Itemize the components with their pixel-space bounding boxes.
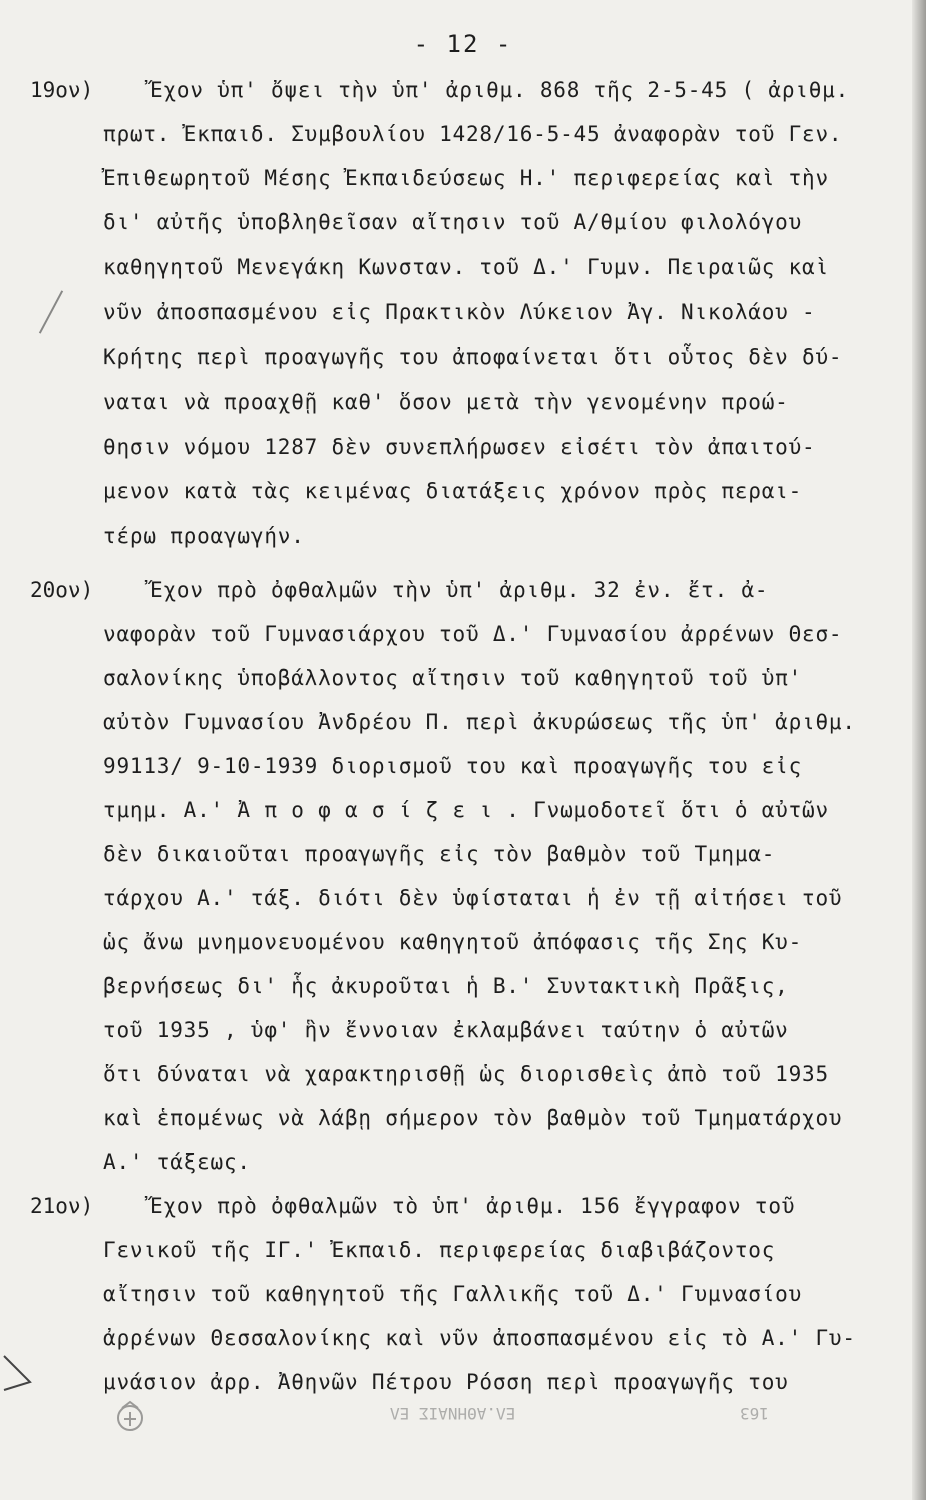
- text-line: αἴτησιν τοῦ καθηγητοῦ τῆς Γαλλικῆς τοῦ Δ.' Γυμνασίου: [103, 1282, 803, 1306]
- text-line: μενον κατὰ τὰς κειμένας διατάξεις χρόνον πρὸς περαι-: [103, 479, 803, 503]
- text-line: βερνήσεως δι' ἧς ἀκυροῦται ἡ Β.' Συντακτικὴ Πρᾶξις,: [103, 974, 789, 998]
- item-label-19: 19ον): [30, 78, 94, 102]
- text-line: καθηγητοῦ Μενεγάκη Κωνσταν. τοῦ Δ.' Γυμν. Πειραιῶς καὶ: [103, 255, 829, 279]
- bleed-through-number: 163: [740, 1404, 769, 1423]
- text-line: μνάσιον ἀρρ. Ἀθηνῶν Πέτρου Ρόσση περὶ προαγωγῆς του: [103, 1370, 789, 1394]
- corner-stamp-mark: [0, 1352, 40, 1392]
- text-line: Ἔχον πρὸ ὀφθαλμῶν τὴν ὑπ' ἀριθμ. 32 ἐν. ἔτ. ἀ-: [150, 578, 769, 602]
- text-line: Ἐπιθεωρητοῦ Μέσης Ἐκπαιδεύσεως Η.' περιφερείας καὶ τὴν: [103, 166, 829, 190]
- text-line: αὐτὸν Γυμνασίου Ἀνδρέου Π. περὶ ἀκυρώσεως τῆς ὑπ' ἀριθμ.: [103, 710, 856, 734]
- text-line: τέρω προαγωγήν.: [103, 524, 305, 548]
- text-line: ἀρρένων Θεσσαλονίκης καὶ νῦν ἀποσπασμένου εἰς τὸ Α.' Γυ-: [103, 1326, 856, 1350]
- text-line: Κρήτης περὶ προαγωγῆς του ἀποφαίνεται ὅτι οὗτος δὲν δύ-: [103, 345, 843, 369]
- page-edge-shadow: [912, 0, 926, 1500]
- text-line: 99113/ 9-10-1939 διορισμοῦ του καὶ προαγωγῆς του εἰς: [103, 754, 803, 778]
- text-line: τμημ. Α.' Ἀ π ο φ α σ ί ζ ε ι . Γνωμοδοτεῖ ὅτι ὁ αὐτῶν: [103, 798, 829, 822]
- text-line: τάρχου Α.' τάξ. διότι δὲν ὑφίσταται ἡ ἐν τῇ αἰτήσει τοῦ: [103, 886, 843, 910]
- text-line: δὲν δικαιοῦται προαγωγῆς εἰς τὸν βαθμὸν τοῦ Τμημα-: [103, 842, 776, 866]
- text-line: καὶ ἑπομένως νὰ λάβῃ σήμερον τὸν βαθμὸν τοῦ Τμηματάρχου: [103, 1106, 843, 1130]
- text-line: ναται νὰ προαχθῇ καθ' ὅσον μετὰ τὴν γενομένην προώ-: [103, 390, 789, 414]
- text-line: ναφορὰν τοῦ Γυμνασιάρχου τοῦ Δ.' Γυμνασίου ἀρρένων Θεσ-: [103, 622, 843, 646]
- bleed-through-text: ΕΛ.ΑΘΗΝΑΙΣ ΕΛ: [390, 1404, 516, 1423]
- text-line: θησιν νόμου 1287 δὲν συνεπλήρωσεν εἰσέτι τὸν ἀπαιτού-: [103, 435, 816, 459]
- royal-crest-icon: [110, 1398, 150, 1438]
- text-line: σαλονίκης ὑποβάλλοντος αἴτησιν τοῦ καθηγητοῦ τοῦ ὑπ': [103, 666, 803, 690]
- page-number: - 12 -: [413, 30, 513, 58]
- item-label-20: 20ον): [30, 578, 94, 602]
- item-label-21: 21ον): [30, 1194, 94, 1218]
- margin-pencil-mark: [39, 290, 63, 333]
- text-line: ὡς ἄνω μνημονευομένου καθηγητοῦ ἀπόφασις τῆς Σης Κυ-: [103, 930, 803, 954]
- text-line: ὅτι δύναται νὰ χαρακτηρισθῇ ὡς διορισθεὶς ἀπὸ τοῦ 1935: [103, 1062, 829, 1086]
- text-line: δι' αὐτῆς ὑποβληθεῖσαν αἴτησιν τοῦ Α/θμίου φιλολόγου: [103, 210, 803, 234]
- text-line: τοῦ 1935 , ὑφ' ἣν ἔννοιαν ἐκλαμβάνει ταύτην ὁ αὐτῶν: [103, 1018, 789, 1042]
- text-line: νῦν ἀποσπασμένου εἰς Πρακτικὸν Λύκειον Ἀγ. Νικολάου -: [103, 300, 816, 324]
- text-line: Ἔχον πρὸ ὀφθαλμῶν τὸ ὑπ' ἀριθμ. 156 ἔγγραφον τοῦ: [150, 1194, 796, 1218]
- text-line: Α.' τάξεως.: [103, 1150, 251, 1174]
- text-line: πρωτ. Ἐκπαιδ. Συμβουλίου 1428/16-5-45 ἀναφορὰν τοῦ Γεν.: [103, 122, 843, 146]
- text-line: Ἔχον ὑπ' ὄψει τὴν ὑπ' ἀριθμ. 868 τῆς 2-5-45 ( ἀριθμ.: [150, 78, 850, 102]
- text-line: Γενικοῦ τῆς ΙΓ.' Ἐκπαιδ. περιφερείας διαβιβάζοντος: [103, 1238, 776, 1262]
